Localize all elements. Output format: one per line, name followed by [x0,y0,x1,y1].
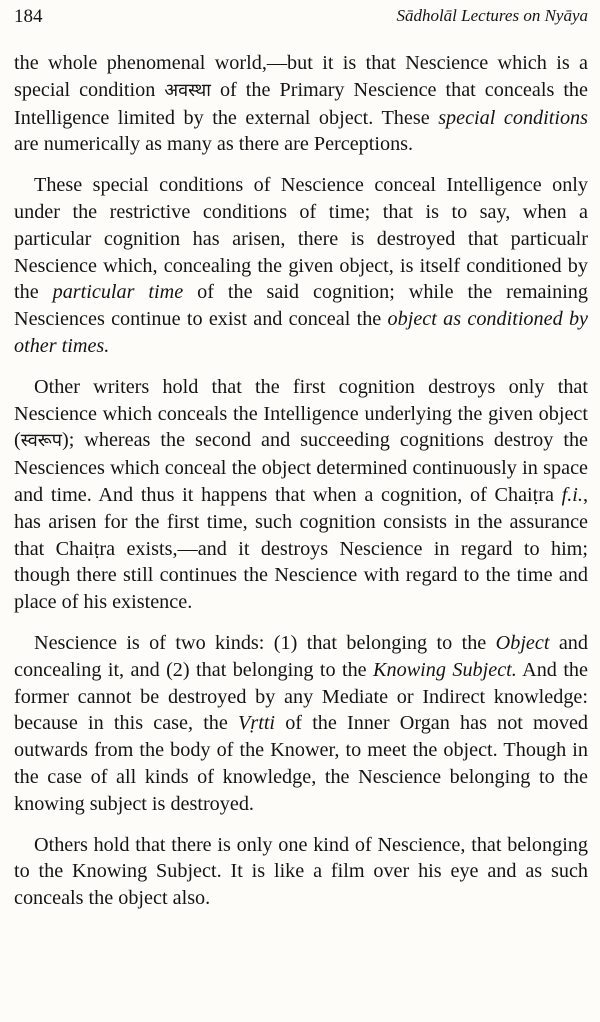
text-segment: the whole phenomenal world,—but it is that Nescience which is a special condition [14,52,588,101]
emphasis-text: f.i. [561,483,583,506]
emphasis-text: object as conditioned by other times. [14,308,588,357]
paragraph-1 [14,50,588,158]
emphasis-text: Object [495,631,550,654]
emphasis-text: particular time [52,281,184,304]
devanagari-term: अवस्था [164,79,211,101]
paragraph-5 [14,832,588,912]
emphasis-text: special conditions [438,106,588,129]
devanagari-term: स्वरूप [20,430,62,452]
text-segment: Nescience is of two kinds: (1) that belonging to the [34,631,496,654]
paragraph-3 [14,374,588,616]
paragraph-4 [14,630,588,818]
emphasis-text: Knowing Subject. [373,658,517,681]
text-segment: And the former cannot be destroyed by any Mediate or Indirect knowledge: because in this case, the [14,658,588,735]
text-segment: of the Primary Nescience that conceals the Intelligence limited by the external object. These [14,78,588,129]
page-body [14,50,588,926]
text-segment: and concealing it, and (2) that belonging to the [14,631,588,681]
page-number: 184 [14,6,43,27]
text-segment: Others hold that there is only one kind of Nescience, that belonging to the Knowing Subject. It is like a film over his eye and as such conceals the object also. [14,833,588,910]
text-segment: of the said cognition; while the remaining Nesciences continue to exist and conceal the [14,281,588,331]
running-head: Sādholāl Lectures on Nyāya [396,6,588,25]
paragraph-2 [14,172,588,360]
text-segment: are numerically as many as there are Perceptions. [14,133,414,156]
emphasis-text: Vṛtti [238,712,276,735]
page-header [14,6,588,34]
text-segment: ); whereas the second and succeeding cognitions destroy the Nesciences which conceal the object determined continuously in space and time. And thus it happens that when a cognition, of Chaiṭra [14,429,588,506]
text-segment: , has arisen for the first time, such cognition consists in the assurance that Chaiṭra exists,—and it destroys Nescience in regard to him; though there still continues the Nescience with regard to the time and place of his existence. [14,483,588,614]
text-segment: These special conditions of Nescience conceal Intelligence only under the restrictive conditions of time; that is to say, when a particular cognition has arisen, there is destroyed that particualr Nescience which, concealing the given object, is itself conditioned by the [14,174,588,304]
text-segment: of the Inner Organ has not moved outwards from the body of the Knower, to meet the object. Though in the case of all kinds of knowledge, the Nescience belonging to the knowing subject is destroyed. [14,712,589,815]
text-segment: Other writers hold that the first cognition destroys only that Nescience which conceals the Intelligence underlying the given object ( [14,375,588,452]
